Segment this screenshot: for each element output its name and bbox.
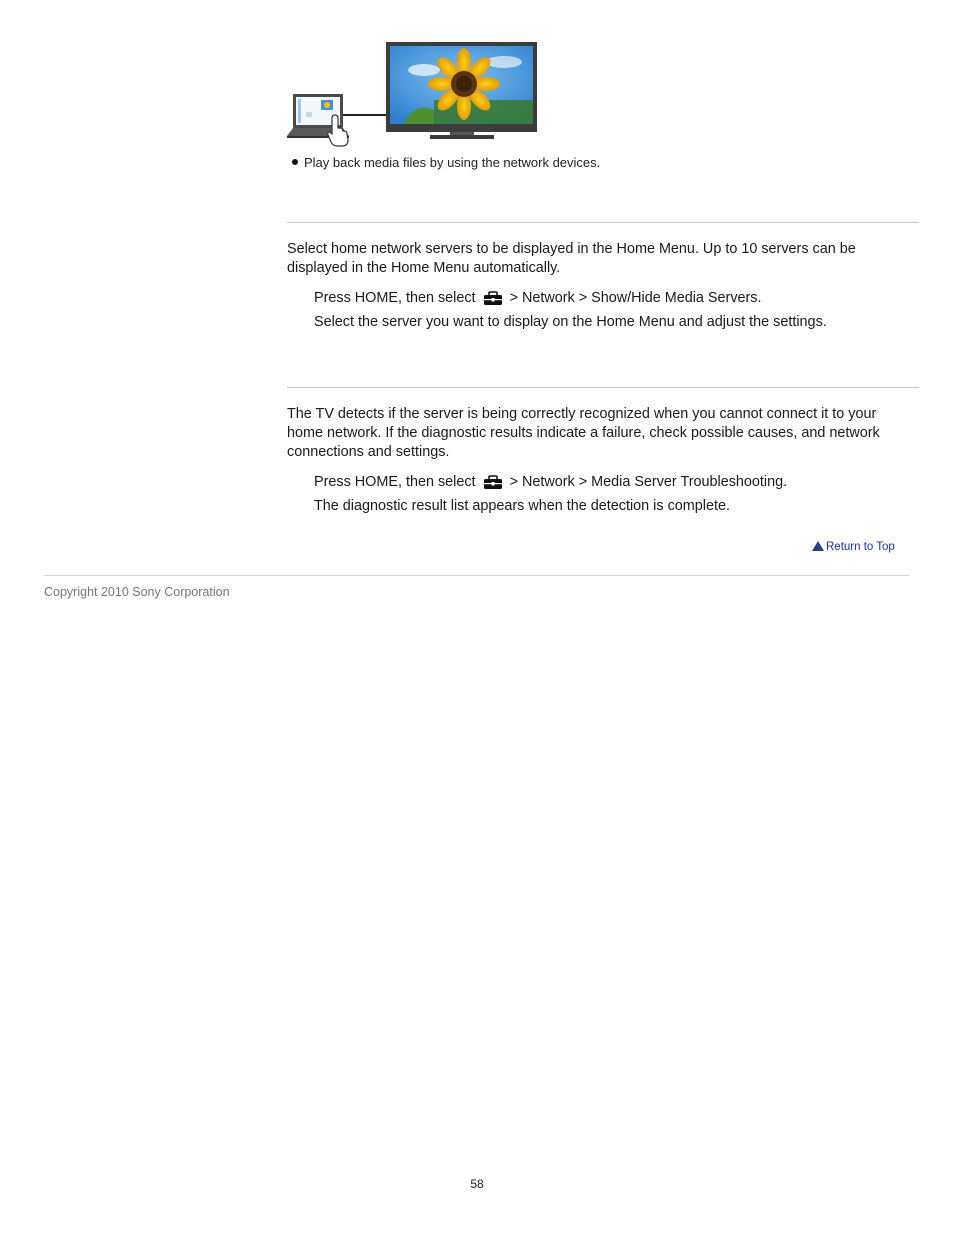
show-hide-step-2: Select the server you want to display on the Home Menu and adjust the settings. bbox=[314, 314, 827, 330]
toolbox-icon-svg bbox=[483, 291, 503, 306]
step-prefix: Press HOME, then select bbox=[314, 290, 476, 306]
section-divider bbox=[287, 387, 919, 388]
bullet-item bbox=[292, 155, 600, 170]
section-divider bbox=[287, 222, 919, 223]
bullet-text: Play back media files by using the network devices. bbox=[304, 155, 601, 170]
return-to-top-link[interactable] bbox=[812, 541, 895, 553]
footer-divider bbox=[44, 575, 909, 576]
network-illustration-svg bbox=[284, 40, 540, 150]
troubleshooting-description: The TV detects if the server is being correctly recognized when you cannot connect it to your home network. If the diagnostic results indicate a failure, check possible causes, and network connections and settings. bbox=[287, 406, 880, 460]
toolbox-icon bbox=[483, 291, 503, 310]
step-prefix: Press HOME, then select bbox=[314, 474, 476, 490]
up-triangle-icon bbox=[812, 541, 824, 551]
return-to-top-label: Return to Top bbox=[826, 541, 895, 553]
troubleshooting-step-1 bbox=[314, 474, 787, 494]
toolbox-icon bbox=[483, 475, 503, 494]
show-hide-description: Select home network servers to be displayed in the Home Menu. Up to 10 servers can be displayed in the Home Menu automatically. bbox=[287, 241, 856, 276]
copyright-text: Copyright 2010 Sony Corporation bbox=[44, 585, 230, 599]
tv-sunflower-icon bbox=[386, 42, 537, 139]
troubleshooting-step-2: The diagnostic result list appears when the detection is complete. bbox=[314, 498, 730, 514]
show-hide-step-1 bbox=[314, 290, 762, 310]
network-illustration bbox=[284, 40, 540, 150]
toolbox-icon-svg bbox=[483, 475, 503, 490]
step-suffix: > Network > Media Server Troubleshooting. bbox=[509, 474, 788, 490]
step-suffix: > Network > Show/Hide Media Servers. bbox=[509, 290, 762, 306]
bullet-dot-icon bbox=[292, 159, 298, 165]
page-number: 58 bbox=[470, 1177, 484, 1191]
